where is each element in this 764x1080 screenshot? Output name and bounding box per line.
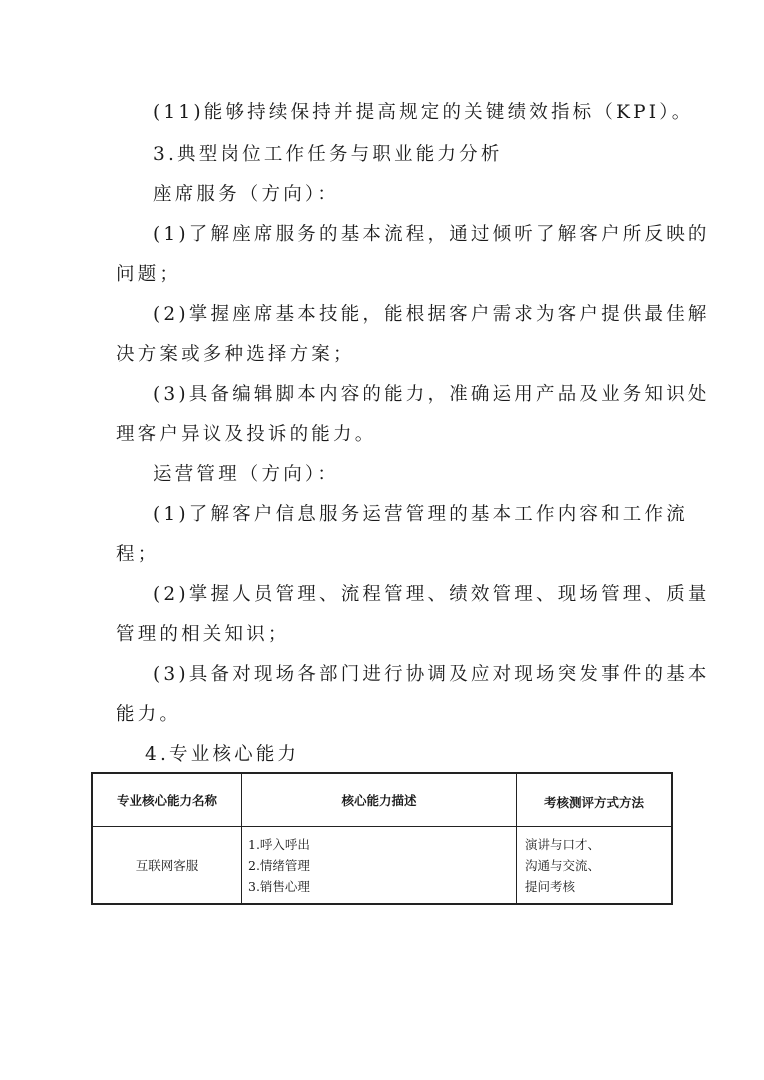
- seat-item-3-line-2: 理客户异议及投诉的能力。: [116, 424, 377, 445]
- table-header-row: [92, 773, 672, 827]
- paragraph-11: (11)能够持续保持并提高规定的关键绩效指标（KPI）。: [153, 102, 694, 123]
- ops-item-2-line-2: 管理的相关知识；: [116, 624, 290, 645]
- section-3-heading: 3.典型岗位工作任务与职业能力分析: [153, 144, 503, 165]
- cell-assessment-method: [517, 827, 673, 905]
- header-assessment-method: 考核测评方式方法: [517, 773, 673, 827]
- header-competency-description: 核心能力描述: [242, 773, 517, 827]
- ops-item-1-line-1: (1)了解客户信息服务运营管理的基本工作内容和工作流: [153, 504, 688, 525]
- cell-competency-description: [242, 827, 517, 905]
- seat-item-3-line-1: (3)具备编辑脚本内容的能力，准确运用产品及业务知识处: [153, 384, 710, 405]
- section-4-heading: 4.专业核心能力: [145, 744, 300, 765]
- table-row: [92, 827, 672, 905]
- header-competency-name: 专业核心能力名称: [92, 773, 242, 827]
- operations-heading: 运营管理（方向）：: [153, 464, 340, 485]
- ops-item-1-line-2: 程；: [116, 544, 160, 565]
- ops-item-3-line-1: (3)具备对现场各部门进行协调及应对现场突发事件的基本: [153, 664, 710, 685]
- assessment-item: 沟通与交流、: [525, 858, 601, 873]
- seat-service-heading: 座席服务（方向）：: [153, 184, 340, 205]
- seat-item-2-line-2: 决方案或多种选择方案；: [116, 344, 355, 365]
- seat-item-1-line-1: (1)了解座席服务的基本流程，通过倾听了解客户所反映的: [153, 224, 710, 245]
- seat-item-2-line-1: (2)掌握座席基本技能，能根据客户需求为客户提供最佳解: [153, 304, 710, 325]
- cell-competency-name: 互联网客服: [92, 827, 242, 905]
- core-competency-table: [91, 772, 673, 905]
- description-item: 3.销售心理: [248, 878, 310, 894]
- description-item: 1.呼入呼出: [248, 836, 310, 852]
- ops-item-2-line-1: (2)掌握人员管理、流程管理、绩效管理、现场管理、质量: [153, 584, 710, 605]
- assessment-item: 演讲与口才、: [525, 837, 601, 852]
- description-item: 2.情绪管理: [248, 857, 310, 873]
- seat-item-1-line-2: 问题；: [116, 264, 182, 285]
- assessment-item: 提问考核: [525, 879, 576, 894]
- ops-item-3-line-2: 能力。: [116, 704, 182, 725]
